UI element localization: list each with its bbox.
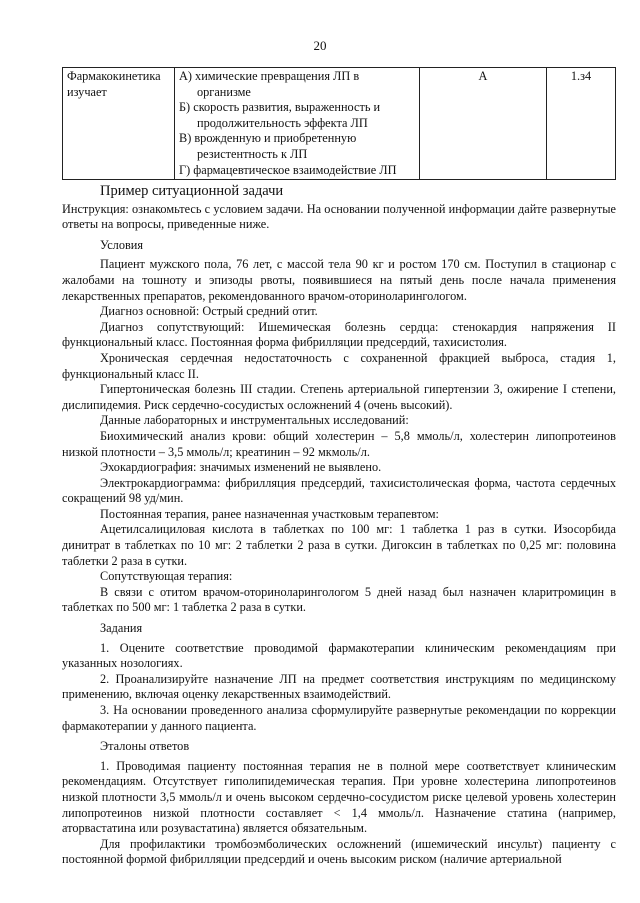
answer-option: В) врожденную и приобретенную резистентность к ЛП: [179, 131, 357, 161]
condition-paragraph: Пациент мужского пола, 76 лет, с массой тела 90 кг и ростом 170 см. Поступил в стационар с жалобами на тошноту и эпизоды рвоты, появившиеся на пятый день после начала применения лекарственных препаратов, рекомендованного врачом-оториноларингологом.: [62, 257, 616, 303]
answer-option: А) химические превращения ЛП в организме: [179, 69, 360, 99]
condition-paragraph: Диагноз сопутствующий: Ишемическая болезнь сердца: стенокардия напряжения II функциональный класс. Постоянная форма фибрилляции предсердий, тахисистолия.: [62, 319, 616, 350]
answer-paragraph: 1. Проводимая пациенту постоянная терапия не в полной мере соответствует клиническим рекомендациям. Отсутствует гиполипидемическая терапия. При уровне холестерина липопротеинов низкой плотности 3,5 ммоль/л и очень высоком сердечно-сосудистом риске целевой уровень холестерин липопротеинов низкой плотности составляет < 1,4 ммоль/л. Назначение статина (например, аторвастатина или розувастатина) является обязательным.: [62, 758, 616, 836]
answer-option: Б) скорость развития, выраженность и продолжительность эффекта ЛП: [179, 100, 381, 130]
conditions-heading: Условия: [100, 237, 144, 252]
condition-paragraph: Постоянная терапия, ранее назначенная участковым терапевтом:: [100, 506, 439, 521]
options-cell: [175, 68, 420, 180]
task-item: 3. На основании проведенного анализа сформулируйте развернутые рекомендации по коррекции фармакотерапии у данного пациента.: [62, 703, 616, 733]
condition-paragraph: Диагноз основной: Острый средний отит.: [100, 304, 318, 319]
question-cell: Фармакокинетика изучает: [63, 68, 175, 180]
answer-option: Г) фармацевтическое взаимодействие ЛП: [179, 162, 397, 177]
tasks-heading: Задания: [100, 621, 143, 636]
competency-code-cell: 1.з4: [547, 68, 616, 180]
condition-paragraph: Данные лабораторных и инструментальных исследований:: [100, 413, 409, 428]
condition-paragraph: Эхокардиография: значимых изменений не выявлено.: [100, 460, 382, 475]
situational-task: [62, 184, 616, 868]
condition-paragraph: Ацетилсалициловая кислота в таблетках по 100 мг: 1 таблетка 1 раз в сутки. Изосорбида динитрат в таблетках по 10 мг: 2 таблетки 2 раза в сутки. Дигоксин в таблетках по 0,25 мг: половина таблетки 2 раза в сутки.: [62, 522, 616, 568]
condition-paragraph: Сопутствующая терапия:: [100, 569, 233, 584]
test-question-table: [62, 67, 616, 180]
task-title: Пример ситуационной задачи: [100, 183, 284, 199]
instruction-text: Инструкция: ознакомьтесь с условием задачи. На основании полученной информации дайте развернутые ответы на вопросы, приведенные ниже.: [62, 201, 616, 232]
answers-heading: Эталоны ответов: [100, 739, 190, 754]
task-item: 1. Оцените соответствие проводимой фармакотерапии клиническим рекомендациям при указанных нозологиях.: [62, 640, 616, 671]
condition-paragraph: В связи с отитом врачом-оториноларингологом 5 дней назад был назначен кларитромицин в таблетках по 500 мг: 1 таблетка 2 раза в сутки.: [62, 584, 616, 615]
condition-paragraph: Гипертоническая болезнь III стадии. Степень артериальной гипертензии 3, ожирение I степени, дислипидемия. Риск сердечно-сосудистых осложнений 4 (очень высокий).: [62, 382, 616, 412]
condition-paragraph: Электрокардиограмма: фибрилляция предсердий, тахисистолическая форма, частота сердечных сокращений 98 уд/мин.: [62, 475, 616, 506]
page-number: 20: [313, 38, 327, 53]
condition-paragraph: Биохимический анализ крови: общий холестерин – 5,8 ммоль/л, холестерин липопротеинов низкой плотности – 3,5 ммоль/л; креатинин – 92 мкмоль/л.: [62, 428, 616, 459]
table-row: [63, 68, 616, 180]
correct-answer-cell: А: [420, 68, 547, 180]
answer-paragraph: Для профилактики тромбоэмболических осложнений (ишемический инсульт) пациенту с постоянной формой фибрилляции предсердий и очень высоким риском (наличие артериальной: [62, 836, 616, 867]
condition-paragraph: Хроническая сердечная недостаточность с сохраненной фракцией выброса, стадия 1, функциональный класс II.: [62, 350, 616, 381]
task-item: 2. Проанализируйте назначение ЛП на предмет соответствия инструкциям по медицинскому применению, включая оценку лекарственных взаимодействий.: [62, 671, 616, 702]
